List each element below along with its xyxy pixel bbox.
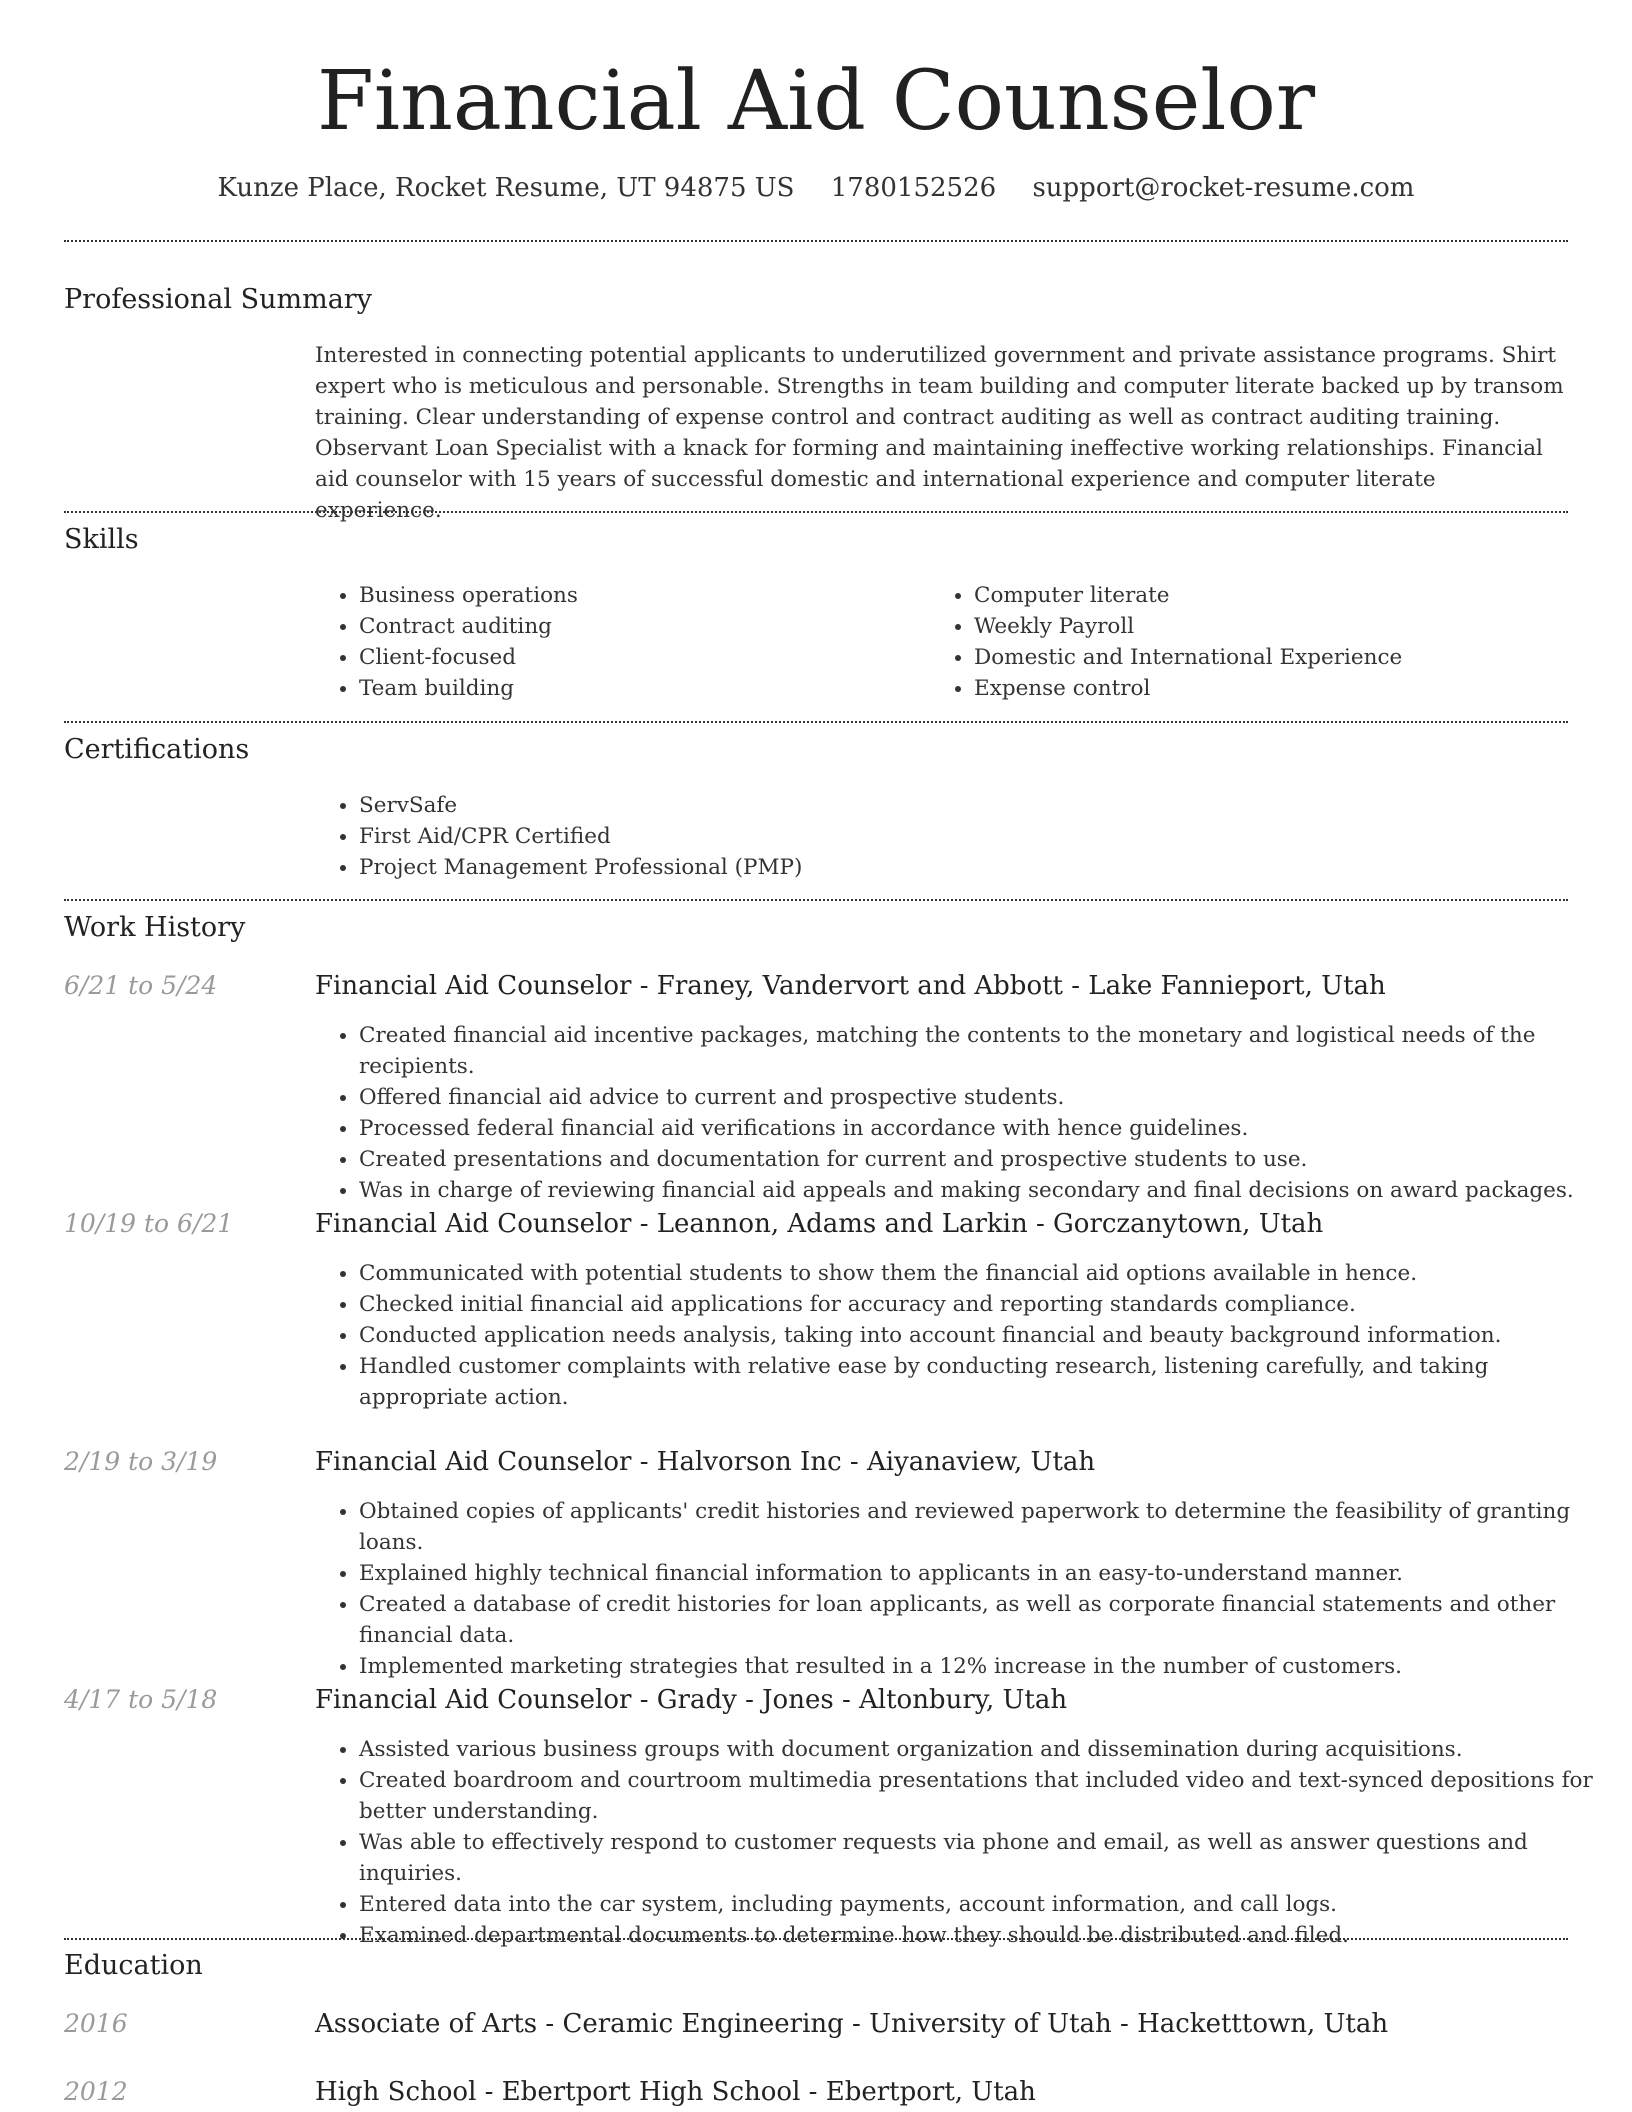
section-divider bbox=[64, 899, 1568, 901]
job-bullet: • Processed federal financial aid verifications in accordance with hence guidelines. bbox=[359, 1113, 1609, 1144]
education-heading: Education bbox=[64, 1950, 203, 1981]
skill-item: • Domestic and International Experience bbox=[974, 642, 1594, 673]
certifications-list bbox=[315, 790, 1559, 883]
skill-item: • Business operations bbox=[359, 580, 919, 611]
certifications-heading: Certifications bbox=[64, 734, 250, 765]
job-dates: 10/19 to 6/21 bbox=[64, 1209, 234, 1238]
contact-line bbox=[0, 170, 1632, 206]
skills-list-left bbox=[315, 580, 919, 704]
summary-heading: Professional Summary bbox=[64, 284, 372, 315]
job-bullets bbox=[315, 1258, 1609, 1413]
certification-item: • ServSafe bbox=[359, 790, 1559, 821]
skill-item: • Expense control bbox=[974, 673, 1594, 704]
work-history-heading: Work History bbox=[64, 912, 246, 943]
certification-item: • First Aid/CPR Certified bbox=[359, 821, 1559, 852]
job-bullet: • Was in charge of reviewing financial aid appeals and making secondary and final decisions on award packages. bbox=[359, 1175, 1609, 1206]
education-title: Associate of Arts - Ceramic Engineering - University of Utah - Hacketttown, Utah bbox=[315, 2009, 1389, 2039]
job-bullet: • Implemented marketing strategies that resulted in a 12% increase in the number of customers. bbox=[359, 1651, 1609, 1682]
job-title: Financial Aid Counselor - Halvorson Inc - Aiyanaview, Utah bbox=[315, 1447, 1096, 1477]
job-bullet: • Conducted application needs analysis, taking into account financial and beauty background information. bbox=[359, 1320, 1609, 1351]
job-title: Financial Aid Counselor - Leannon, Adams and Larkin - Gorczanytown, Utah bbox=[315, 1209, 1324, 1239]
job-bullet: • Was able to effectively respond to customer requests via phone and email, as well as answer questions and inquiries. bbox=[359, 1827, 1609, 1889]
job-bullet: • Created financial aid incentive packages, matching the contents to the monetary and logistical needs of the recipients. bbox=[359, 1020, 1609, 1082]
job-bullet: • Created a database of credit histories for loan applicants, as well as corporate financial statements and other financial data. bbox=[359, 1589, 1609, 1651]
job-title: Financial Aid Counselor - Grady - Jones - Altonbury, Utah bbox=[315, 1685, 1068, 1715]
skill-item: • Computer literate bbox=[974, 580, 1594, 611]
job-bullet: • Assisted various business groups with document organization and dissemination during acquisitions. bbox=[359, 1734, 1609, 1765]
job-dates: 6/21 to 5/24 bbox=[64, 971, 218, 1000]
job-bullets bbox=[315, 1734, 1609, 1951]
job-bullet: • Created presentations and documentation for current and prospective students to use. bbox=[359, 1144, 1609, 1175]
job-bullet: • Checked initial financial aid applications for accuracy and reporting standards compliance. bbox=[359, 1289, 1609, 1320]
job-bullet: • Entered data into the car system, including payments, account information, and call logs. bbox=[359, 1889, 1609, 1920]
certification-item: • Project Management Professional (PMP) bbox=[359, 852, 1559, 883]
resume-name: Financial Aid Counselor bbox=[316, 54, 1316, 149]
job-bullet: • Communicated with potential students to show them the financial aid options available in hence. bbox=[359, 1258, 1609, 1289]
education-title: High School - Ebertport High School - Ebertport, Utah bbox=[315, 2077, 1036, 2107]
section-divider bbox=[64, 721, 1568, 723]
job-dates: 4/17 to 5/18 bbox=[64, 1685, 218, 1714]
skill-item: • Client-focused bbox=[359, 642, 919, 673]
skill-item: • Team building bbox=[359, 673, 919, 704]
education-year: 2012 bbox=[64, 2077, 128, 2106]
contact-email: support@rocket-resume.com bbox=[1032, 173, 1415, 203]
contact-phone: 1780152526 bbox=[830, 173, 997, 203]
contact-address: Kunze Place, Rocket Resume, UT 94875 US bbox=[217, 173, 795, 203]
job-bullets bbox=[315, 1020, 1609, 1206]
summary-text: Interested in connecting potential applicants to underutilized government and private assistance programs. Shirt expert who is meticulous and personable. Strengths in team building and computer literate backed up by transom training. Clear understanding of expense control and contract auditing as well as contract auditing training. Observant Loan Specialist with a knack for forming and maintaining ineffective working relationships. Financial aid counselor with 15 years of successful domestic and international experience and computer literate experience. bbox=[315, 343, 1564, 523]
skills-list-right bbox=[930, 580, 1594, 704]
education-year: 2016 bbox=[64, 2009, 128, 2038]
skills-heading: Skills bbox=[64, 524, 139, 555]
job-bullet: • Offered financial aid advice to current and prospective students. bbox=[359, 1082, 1609, 1113]
job-bullet: • Handled customer complaints with relative ease by conducting research, listening carefully, and taking appropriate action. bbox=[359, 1351, 1609, 1413]
job-bullet: • Explained highly technical financial information to applicants in an easy-to-understand manner. bbox=[359, 1558, 1609, 1589]
job-dates: 2/19 to 3/19 bbox=[64, 1447, 218, 1476]
job-bullet: • Obtained copies of applicants' credit histories and reviewed paperwork to determine the feasibility of granting loans. bbox=[359, 1496, 1609, 1558]
skill-item: • Contract auditing bbox=[359, 611, 919, 642]
skill-item: • Weekly Payroll bbox=[974, 611, 1594, 642]
job-bullet: • Examined departmental documents to determine how they should be distributed and filed. bbox=[359, 1920, 1609, 1951]
job-title: Financial Aid Counselor - Franey, Vandervort and Abbott - Lake Fannieport, Utah bbox=[315, 971, 1386, 1001]
section-divider bbox=[64, 1938, 1568, 1940]
job-bullets bbox=[315, 1496, 1609, 1682]
section-divider bbox=[64, 511, 1568, 513]
job-bullet: • Created boardroom and courtroom multimedia presentations that included video and text-synced depositions for better understanding. bbox=[359, 1765, 1609, 1827]
section-divider bbox=[64, 240, 1568, 242]
